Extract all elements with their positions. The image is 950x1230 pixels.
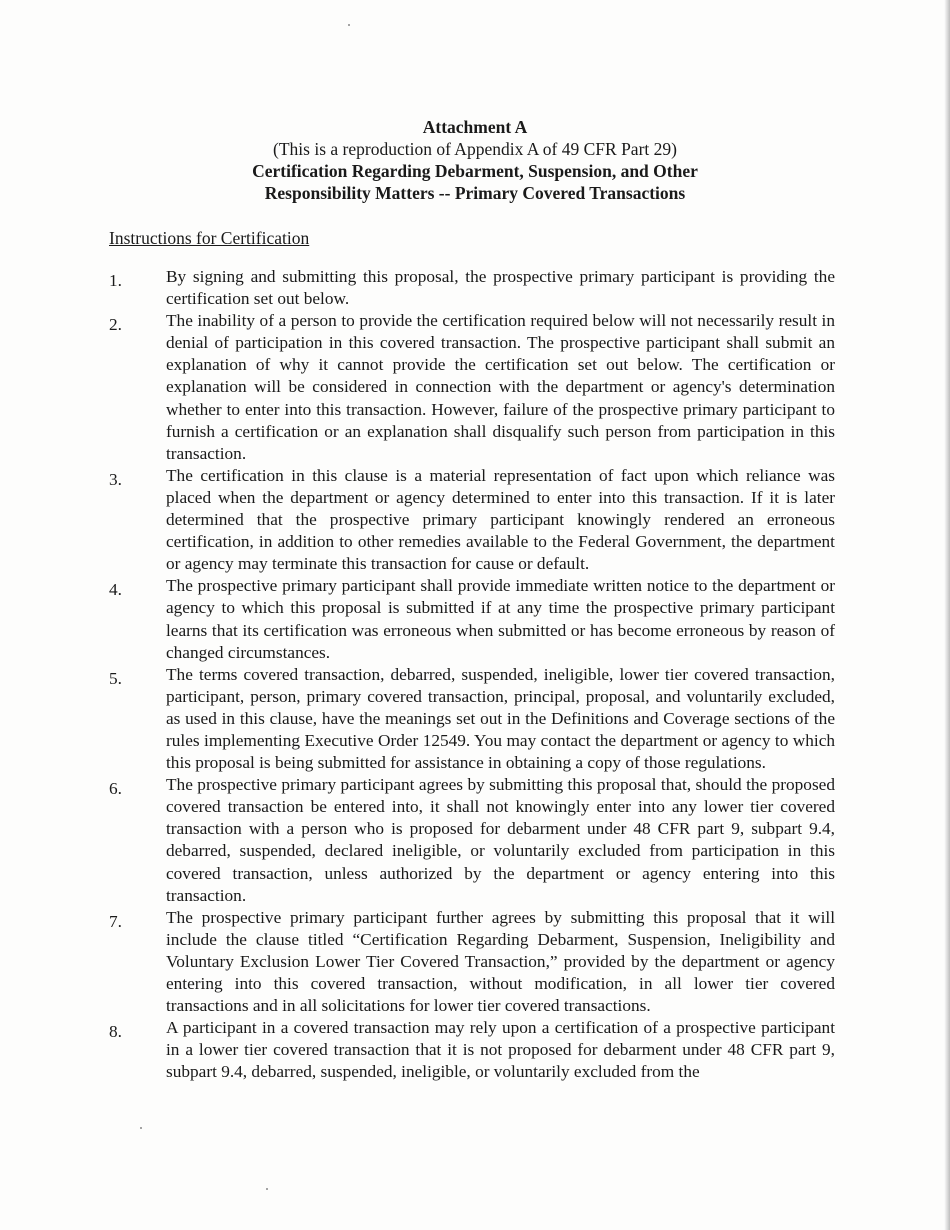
- scan-speck: [266, 1188, 268, 1190]
- list-item: [109, 266, 835, 310]
- item-number: 7.: [109, 911, 122, 931]
- item-text: By signing and submitting this proposal, the prospective primary participant is providing the certification set out below.: [166, 267, 835, 309]
- list-item: [109, 907, 835, 1017]
- scan-speck: [348, 24, 350, 26]
- instructions-heading: Instructions for Certification: [109, 228, 310, 248]
- item-number: 2.: [109, 315, 122, 335]
- item-text: The prospective primary participant further agrees by submitting this proposal that it will include the clause titled “Certification Regarding Debarment, Suspension, Ineligibility and Voluntary Exclusion Lower Tier Covered Transaction,” provided by the department or agency entering into this covered transaction, without modification, in all lower tier covered transactions and in all solicitations for lower tier covered transactions.: [166, 907, 835, 1016]
- item-text: The certification in this clause is a material representation of fact upon which reliance was placed when the department or agency determined to enter into this transaction. If it is later determined that the prospective primary participant knowingly rendered an erroneous certification, in addition to other remedies available to the Federal Government, the department or agency may terminate this transaction for cause or default.: [166, 465, 835, 574]
- item-text: The prospective primary participant shall provide immediate written notice to the department or agency to which this proposal is submitted if at any time the prospective primary participant learns that its certification was erroneous when submitted or has become erroneous by reason of changed circumstances.: [166, 576, 835, 662]
- instructions-list: [109, 266, 835, 1083]
- item-text: The terms covered transaction, debarred, suspended, ineligible, lower tier covered transaction, participant, person, primary covered transaction, principal, proposal, and voluntarily excluded, as used in this clause, have the meanings set out in the Definitions and Coverage sections of the rules implementing Executive Order 12549. You may contact the department or agency to which this proposal is being submitted for assistance in obtaining a copy of those regulations.: [166, 664, 835, 773]
- list-item: [109, 664, 835, 774]
- item-number: 8.: [109, 1022, 122, 1042]
- item-text: A participant in a covered transaction may rely upon a certification of a prospective participant in a lower tier covered transaction that it is not proposed for debarment under 48 CFR part 9, subpart 9.4, debarred, suspended, ineligible, or voluntarily excluded from the: [166, 1018, 835, 1082]
- item-text: The inability of a person to provide the certification required below will not necessarily result in denial of participation in this covered transaction. The prospective participant shall submit an explanation of why it cannot provide the certification set out below. The certification or explanation will be considered in connection with the department or agency's determination whether to enter into this transaction. However, failure of the prospective primary participant to furnish a certification or an explanation shall disqualify such person from participation in this transaction.: [166, 311, 835, 463]
- scan-speck: [140, 1127, 142, 1129]
- item-number: 3.: [109, 469, 122, 489]
- item-number: 6.: [109, 779, 122, 799]
- document-header: [0, 116, 950, 204]
- certification-heading-line-1: Certification Regarding Debarment, Suspension, and Other: [252, 161, 698, 181]
- list-item: [109, 310, 835, 465]
- attachment-subtitle: (This is a reproduction of Appendix A of 49 CFR Part 29): [273, 139, 677, 159]
- list-item: [109, 575, 835, 663]
- item-number: 1.: [109, 271, 122, 290]
- list-item: [109, 1017, 835, 1083]
- item-number: 4.: [109, 580, 122, 600]
- item-number: 5.: [109, 668, 122, 688]
- attachment-title: Attachment A: [422, 117, 528, 137]
- item-text: The prospective primary participant agrees by submitting this proposal that, should the proposed covered transaction be entered into, it shall not knowingly enter into any lower tier covered transaction with a person who is proposed for debarment under 48 CFR part 9, subpart 9.4, debarred, suspended, declared ineligible, or voluntarily excluded from participation in this covered transaction, unless authorized by the department or agency entering into this transaction.: [166, 775, 835, 905]
- certification-heading-line-2: Responsibility Matters -- Primary Covered Transactions: [264, 183, 686, 203]
- list-item: [109, 774, 835, 907]
- list-item: [109, 465, 835, 575]
